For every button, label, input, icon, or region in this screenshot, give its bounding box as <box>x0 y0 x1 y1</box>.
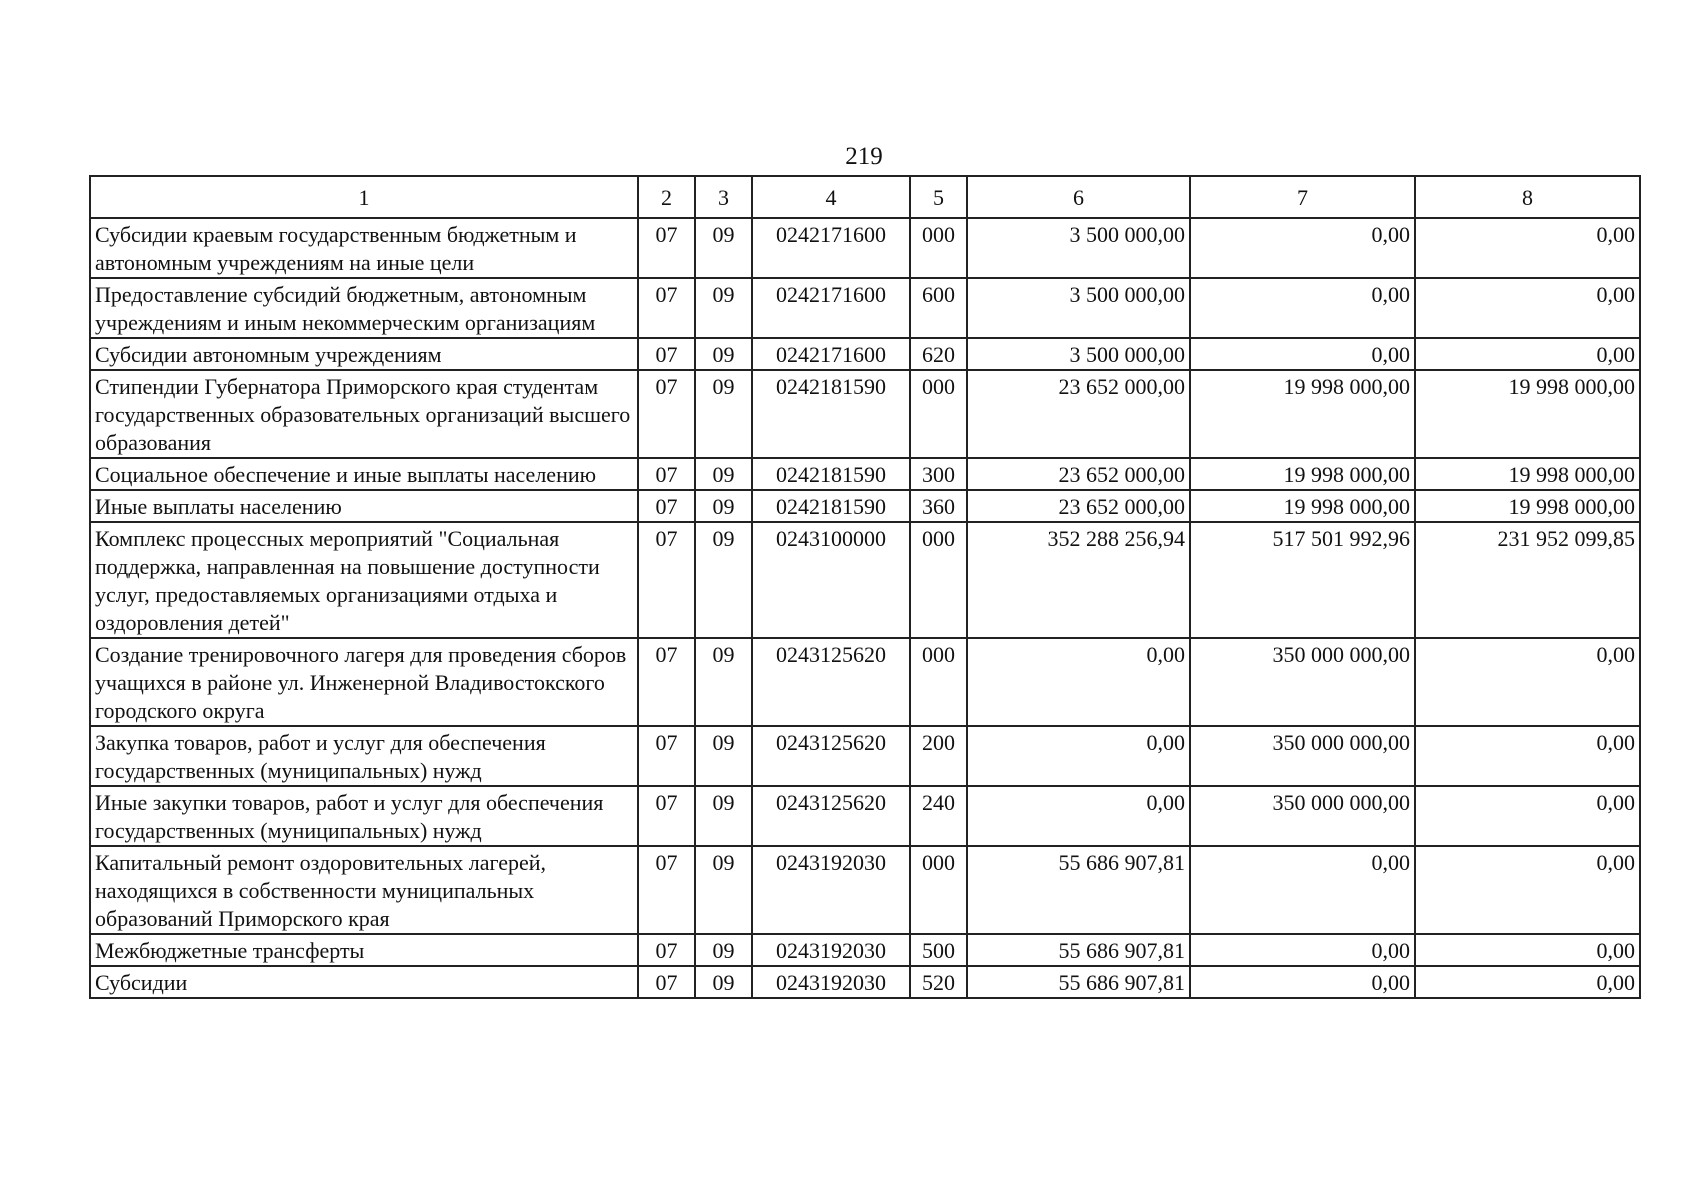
row-name-cell: Создание тренировочного лагеря для проведения сборов учащихся в районе ул. Инженерной Владивостокского городского округа <box>90 638 638 726</box>
amount-col8-cell: 0,00 <box>1415 278 1640 338</box>
expense-type-cell: 200 <box>910 726 967 786</box>
amount-col7-cell: 19 998 000,00 <box>1190 490 1415 522</box>
expense-type-cell: 500 <box>910 934 967 966</box>
expense-type-cell: 600 <box>910 278 967 338</box>
section-code-cell: 07 <box>638 458 695 490</box>
amount-col7-cell: 0,00 <box>1190 934 1415 966</box>
target-article-cell: 0243100000 <box>752 522 910 638</box>
amount-col7-cell: 19 998 000,00 <box>1190 370 1415 458</box>
row-name-cell: Субсидии <box>90 966 638 998</box>
page-number: 219 <box>845 143 883 170</box>
subsection-code-cell: 09 <box>695 218 752 278</box>
amount-col8-cell: 0,00 <box>1415 966 1640 998</box>
section-code-cell: 07 <box>638 846 695 934</box>
table-row <box>90 934 1640 966</box>
row-name-cell: Стипендии Губернатора Приморского края студентам государственных образовательных организаций высшего образования <box>90 370 638 458</box>
amount-col6-cell: 352 288 256,94 <box>967 522 1190 638</box>
amount-col6-cell: 0,00 <box>967 786 1190 846</box>
column-header-6: 6 <box>967 176 1190 218</box>
row-name-cell: Предоставление субсидий бюджетным, автономным учреждениям и иным некоммерческим организациям <box>90 278 638 338</box>
target-article-cell: 0242181590 <box>752 370 910 458</box>
row-name-cell: Субсидии краевым государственным бюджетным и автономным учреждениям на иные цели <box>90 218 638 278</box>
amount-col6-cell: 3 500 000,00 <box>967 218 1190 278</box>
table-row <box>90 218 1640 278</box>
amount-col8-cell: 0,00 <box>1415 218 1640 278</box>
column-header-1: 1 <box>90 176 638 218</box>
table-row <box>90 786 1640 846</box>
section-code-cell: 07 <box>638 522 695 638</box>
row-name-cell: Комплекс процессных мероприятий "Социальная поддержка, направленная на повышение доступности услуг, предоставляемых организациями отдыха и оздоровления детей" <box>90 522 638 638</box>
target-article-cell: 0243192030 <box>752 966 910 998</box>
target-article-cell: 0243192030 <box>752 846 910 934</box>
target-article-cell: 0242171600 <box>752 278 910 338</box>
amount-col6-cell: 3 500 000,00 <box>967 278 1190 338</box>
amount-col8-cell: 19 998 000,00 <box>1415 370 1640 458</box>
subsection-code-cell: 09 <box>695 370 752 458</box>
target-article-cell: 0242181590 <box>752 458 910 490</box>
amount-col6-cell: 23 652 000,00 <box>967 370 1190 458</box>
subsection-code-cell: 09 <box>695 726 752 786</box>
amount-col7-cell: 0,00 <box>1190 338 1415 370</box>
table-row <box>90 338 1640 370</box>
target-article-cell: 0243192030 <box>752 934 910 966</box>
table-row <box>90 522 1640 638</box>
amount-col7-cell: 0,00 <box>1190 966 1415 998</box>
section-code-cell: 07 <box>638 218 695 278</box>
section-code-cell: 07 <box>638 966 695 998</box>
target-article-cell: 0242181590 <box>752 490 910 522</box>
amount-col8-cell: 0,00 <box>1415 846 1640 934</box>
table-row <box>90 278 1640 338</box>
amount-col7-cell: 350 000 000,00 <box>1190 638 1415 726</box>
section-code-cell: 07 <box>638 338 695 370</box>
amount-col7-cell: 0,00 <box>1190 218 1415 278</box>
subsection-code-cell: 09 <box>695 966 752 998</box>
amount-col7-cell: 0,00 <box>1190 278 1415 338</box>
column-header-3: 3 <box>695 176 752 218</box>
amount-col6-cell: 0,00 <box>967 638 1190 726</box>
expense-type-cell: 300 <box>910 458 967 490</box>
subsection-code-cell: 09 <box>695 338 752 370</box>
amount-col8-cell: 0,00 <box>1415 338 1640 370</box>
row-name-cell: Межбюджетные трансферты <box>90 934 638 966</box>
expense-type-cell: 000 <box>910 638 967 726</box>
row-name-cell: Иные выплаты населению <box>90 490 638 522</box>
subsection-code-cell: 09 <box>695 638 752 726</box>
amount-col8-cell: 0,00 <box>1415 786 1640 846</box>
amount-col7-cell: 19 998 000,00 <box>1190 458 1415 490</box>
expense-type-cell: 360 <box>910 490 967 522</box>
table-row <box>90 638 1640 726</box>
row-name-cell: Субсидии автономным учреждениям <box>90 338 638 370</box>
amount-col6-cell: 0,00 <box>967 726 1190 786</box>
table-row <box>90 726 1640 786</box>
subsection-code-cell: 09 <box>695 786 752 846</box>
amount-col8-cell: 19 998 000,00 <box>1415 458 1640 490</box>
subsection-code-cell: 09 <box>695 458 752 490</box>
table-row <box>90 966 1640 998</box>
amount-col6-cell: 3 500 000,00 <box>967 338 1190 370</box>
target-article-cell: 0243125620 <box>752 786 910 846</box>
amount-col6-cell: 23 652 000,00 <box>967 458 1190 490</box>
expense-type-cell: 000 <box>910 218 967 278</box>
target-article-cell: 0243125620 <box>752 726 910 786</box>
subsection-code-cell: 09 <box>695 278 752 338</box>
target-article-cell: 0243125620 <box>752 638 910 726</box>
amount-col7-cell: 0,00 <box>1190 846 1415 934</box>
section-code-cell: 07 <box>638 278 695 338</box>
section-code-cell: 07 <box>638 490 695 522</box>
section-code-cell: 07 <box>638 934 695 966</box>
section-code-cell: 07 <box>638 638 695 726</box>
amount-col8-cell: 0,00 <box>1415 934 1640 966</box>
amount-col8-cell: 231 952 099,85 <box>1415 522 1640 638</box>
row-name-cell: Закупка товаров, работ и услуг для обеспечения государственных (муниципальных) нужд <box>90 726 638 786</box>
expense-type-cell: 000 <box>910 370 967 458</box>
budget-table <box>89 175 1641 999</box>
expense-type-cell: 520 <box>910 966 967 998</box>
subsection-code-cell: 09 <box>695 490 752 522</box>
expense-type-cell: 620 <box>910 338 967 370</box>
expense-type-cell: 000 <box>910 522 967 638</box>
amount-col8-cell: 0,00 <box>1415 726 1640 786</box>
row-name-cell: Социальное обеспечение и иные выплаты населению <box>90 458 638 490</box>
expense-type-cell: 000 <box>910 846 967 934</box>
target-article-cell: 0242171600 <box>752 218 910 278</box>
expense-type-cell: 240 <box>910 786 967 846</box>
column-header-5: 5 <box>910 176 967 218</box>
amount-col6-cell: 55 686 907,81 <box>967 966 1190 998</box>
target-article-cell: 0242171600 <box>752 338 910 370</box>
subsection-code-cell: 09 <box>695 934 752 966</box>
subsection-code-cell: 09 <box>695 522 752 638</box>
amount-col7-cell: 350 000 000,00 <box>1190 786 1415 846</box>
row-name-cell: Капитальный ремонт оздоровительных лагерей, находящихся в собственности муниципальных образований Приморского края <box>90 846 638 934</box>
amount-col8-cell: 0,00 <box>1415 638 1640 726</box>
column-number-row <box>90 176 1640 218</box>
table-row <box>90 490 1640 522</box>
column-header-4: 4 <box>752 176 910 218</box>
section-code-cell: 07 <box>638 370 695 458</box>
amount-col6-cell: 55 686 907,81 <box>967 934 1190 966</box>
amount-col7-cell: 517 501 992,96 <box>1190 522 1415 638</box>
amount-col6-cell: 23 652 000,00 <box>967 490 1190 522</box>
amount-col7-cell: 350 000 000,00 <box>1190 726 1415 786</box>
section-code-cell: 07 <box>638 726 695 786</box>
row-name-cell: Иные закупки товаров, работ и услуг для обеспечения государственных (муниципальных) нужд <box>90 786 638 846</box>
table-row <box>90 846 1640 934</box>
amount-col6-cell: 55 686 907,81 <box>967 846 1190 934</box>
column-header-2: 2 <box>638 176 695 218</box>
amount-col8-cell: 19 998 000,00 <box>1415 490 1640 522</box>
section-code-cell: 07 <box>638 786 695 846</box>
column-header-8: 8 <box>1415 176 1640 218</box>
column-header-7: 7 <box>1190 176 1415 218</box>
subsection-code-cell: 09 <box>695 846 752 934</box>
table-row <box>90 370 1640 458</box>
table-row <box>90 458 1640 490</box>
